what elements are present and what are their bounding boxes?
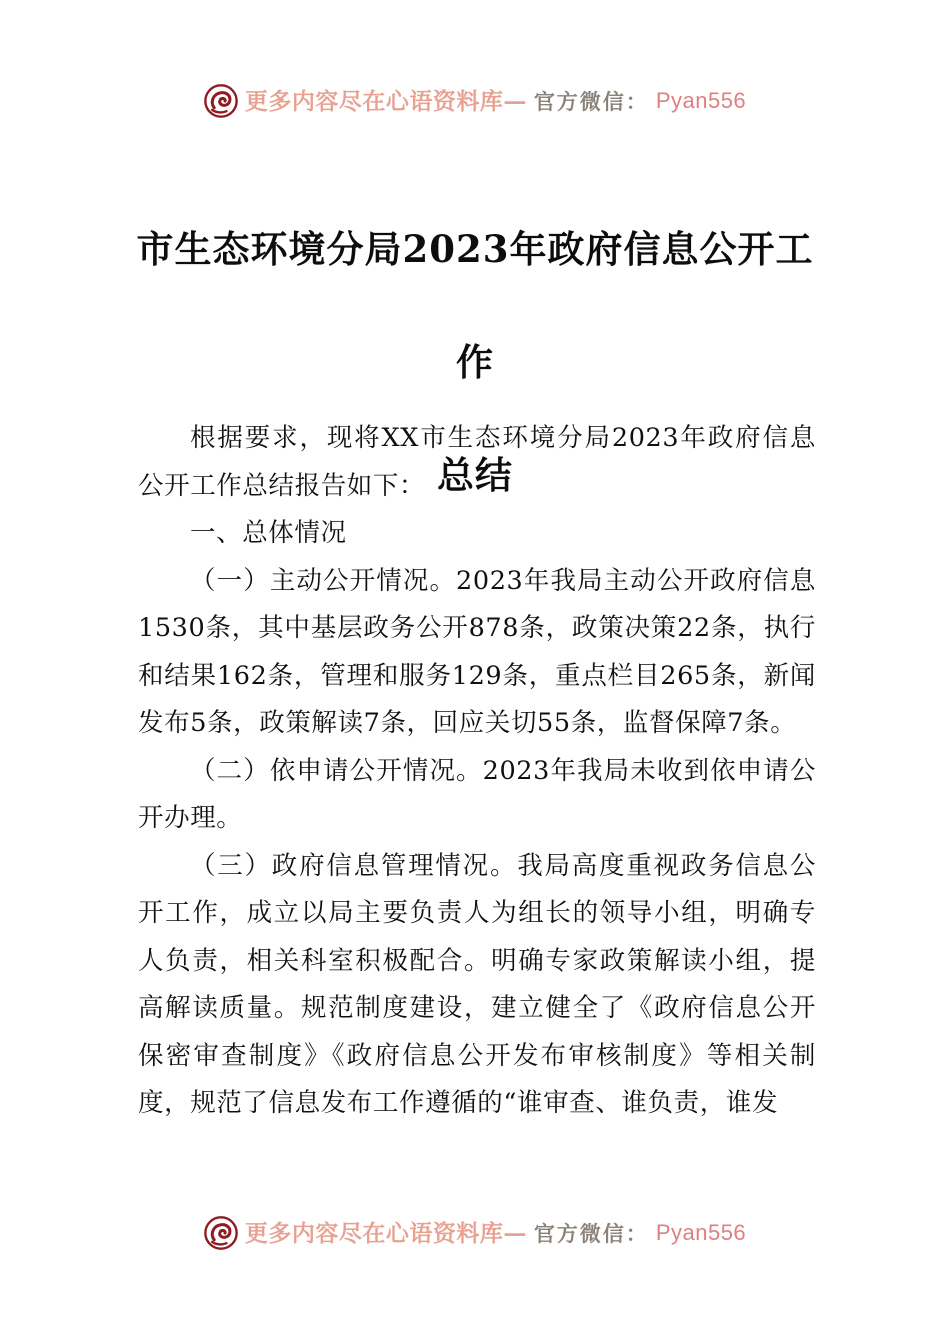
footer-watermark <box>0 1216 950 1250</box>
watermark-wechat-id: Pyan556 <box>655 1220 747 1245</box>
watermark-wechat-label: 官方微信： <box>533 88 649 114</box>
watermark-cn-text: 更多内容尽在心语资料库— <box>244 1219 527 1247</box>
body-paragraph: （二）依申请公开情况。2023年我局未收到依申请公开办理。 <box>138 755 816 833</box>
document-title-line-1: 市生态环境分局2023年政府信息公开工作 <box>136 226 814 384</box>
watermark-wechat-label: 官方微信： <box>533 1220 649 1246</box>
swirl-emblem-icon <box>204 84 238 118</box>
body-section-heading: 一、总体情况 <box>190 518 347 548</box>
watermark-wechat-id: Pyan556 <box>655 88 747 113</box>
document-body <box>138 415 816 1128</box>
swirl-emblem-icon <box>204 1216 238 1250</box>
body-paragraph: （三）政府信息管理情况。我局高度重视政务信息公开工作，成立以局主要负责人为组长的领导小组，明确专人负责，相关科室积极配合。明确专家政策解读小组，提高解读质量。规范制度建设，建立健全了《政府信息公开保密审查制度》《政府信息公开发布审核制度》等相关制度，规范了信息发布工作遵循的“谁审查、谁负责，谁发 <box>138 850 816 1118</box>
header-watermark <box>0 84 950 118</box>
body-paragraph: 根据要求，现将XX市生态环境分局2023年政府信息公开工作总结报告如下： <box>138 423 816 501</box>
body-paragraph: （一）主动公开情况。2023年我局主动公开政府信息1530条，其中基层政务公开878条，政策决策22条，执行和结果162条，管理和服务129条，重点栏目265条，新闻发布5条，政策解读7条，回应关切55条，监督保障7条。 <box>138 565 816 738</box>
document-title-line-2: 总结 <box>437 452 513 497</box>
watermark-cn-text: 更多内容尽在心语资料库— <box>244 87 527 115</box>
